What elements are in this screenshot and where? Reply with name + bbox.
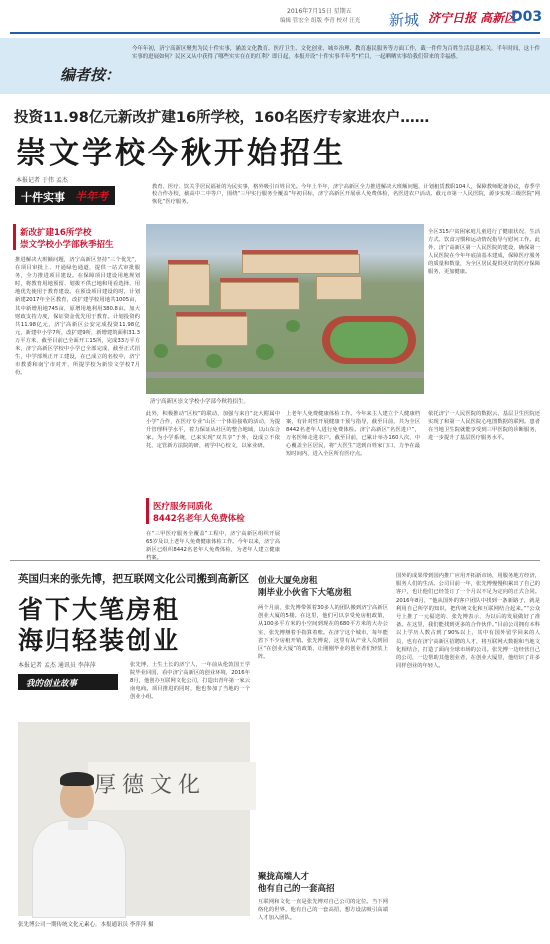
campus-photo <box>146 224 424 394</box>
editor-note-label: 编者按： <box>60 66 121 84</box>
series-badge-text: 十件实事 <box>21 191 65 204</box>
campus-road <box>146 372 424 378</box>
feature-kicker: 英国归来的张先博，把互联网文化公司搬到高新区 <box>18 573 249 585</box>
tree <box>256 344 274 360</box>
feature-headline-1: 省下大笔房租 <box>18 595 181 624</box>
editor-note-text: 今年年初，济宁高新区聚焦为民十件实事，涵盖文化教育、医疗卫生、文化创业、城乡治理、教育惠民服务等方面工作，截一件件为百姓生活息息相关。半年时间，这十件实事的进展如何？民区又从中获得了哪些实实在在的红利？即日起，本报开设“十件实事半年考”栏目，一起晒晒实事给我们带来的幸福感。 <box>132 46 540 60</box>
feature-col2-text: 两个月前，张先博带领着30多人的团队搬到济宁高新区创业大厦的5楼。在这里，他们可以享受免房租政策，从100多平方米的小空间到现在的680平方米的大办公室，张先博掰着手指算着账。在济宁这个城市，每年能省下不少房租开销。张先博说，这里有从产业人员到园区“在创业大厦”的政策，让刚刚毕业的创业者们轻装上阵。 <box>258 605 388 661</box>
series-badge-script: 半年考 <box>75 190 108 203</box>
lead-kicker: 投资11.98亿元新改扩建16所学校，160名医疗专家进农户…… <box>14 110 430 126</box>
campus-building-center <box>220 282 300 310</box>
person-body <box>32 820 126 918</box>
campus-roof-back <box>242 250 358 254</box>
page-number: D03 <box>511 9 543 25</box>
startup-story-badge-text: 我的创业故事 <box>26 679 78 689</box>
education-subhead-box <box>13 224 144 250</box>
feature-col3-text: 国外的成果带到国内推广应用开拓新市场，用服务地方经济，服务人们的生活。公司目前一年，张先博慢慢积累出了自己的客户，也让他们已经签订了一个月以不足为定向的正式合同。2016年8月，“他从国外的客户团队中找到一条新路子，就是利用自己所学的知识，把传统文化和互联网结合起来。”“公众号上推了一元福送的、张先博表示，为以后的发展做好了准备。在这里，我们能找到更多的合作伙伴。”目前公司拥有本科以上学历人数占到了90%以上，其中有国外留学回来的人员，也有在济宁高新区招聘的人才，将互联网大数据和当地文化相结合，打造了面向全球市场的公司。张先博一边经营自己的公司，一边帮助其他创业者，在创业大厦里，他结识了许多同样创业的年轻人。 <box>396 573 540 670</box>
section-divider <box>10 560 540 561</box>
campus-roof-front <box>176 312 246 316</box>
feature-lead-text: 张先博，土生土长的济宁人，一年前从伦敦国王学院毕业回国，看中济宁高新区的创业环境，2016年8月，他创办互联网文化公司，打造出青年第一家云南电商。项目推进的同时，他也参加了当地的一个创业小组。 <box>130 662 250 700</box>
newspaper-brand: 济宁日报 高新区 <box>428 11 517 25</box>
talent-subhead-2: 他有自己的一套高招 <box>258 884 335 894</box>
feature-col2b-text: 互联网和文化一直是张先博对自己公司的定位。当下网络化的世界，他有自己的一套高招，想方设法吸引高端人才加入团队。 <box>258 899 388 921</box>
campus-roof-left <box>168 260 208 264</box>
calligraphy-wall: 厚德文化 <box>88 762 256 810</box>
rent-subhead-box <box>258 572 388 600</box>
person-hair <box>60 772 94 786</box>
lead-headline: 崇文学校今秋开始招生 <box>16 136 346 171</box>
medical-subhead-2: 8442名老年人免费体检 <box>153 514 245 524</box>
middle-text-2: 在“三甲医疗服务全覆盖”工程中，济宁高新区组织开展65岁及以上老年人免费健康体检工作。今年以来，济宁高新区已组织8442名老年人免费体检，为老年人建立健康档案。 <box>146 531 280 561</box>
right-col-c: 依托济宁一人民医院的数据云，基层卫生医院还实现了和第一人民医院心电图数据的联网。患者在当地卫生院就能享受到三甲医院的诊断服务，进一步提升了基层医疗服务水平。 <box>428 411 540 441</box>
tree <box>154 344 168 358</box>
rent-subhead-2: 刚毕业小伙省下大笔房租 <box>258 588 352 598</box>
campus-building-left <box>168 264 210 306</box>
feature-byline: 本报记者 孟杰 通讯员 李萍萍 <box>18 662 96 669</box>
talent-subhead-box <box>258 868 388 896</box>
campus-roof-center <box>220 278 298 282</box>
talent-subhead-1: 聚拢高端人才 <box>258 872 310 882</box>
medical-subhead-1: 医疗服务同质化 <box>153 502 213 512</box>
lead-byline: 本报记者 于伟 孟杰 <box>16 177 68 184</box>
education-subhead-1: 新改扩建16所学校 <box>20 228 92 238</box>
education-body: 推进解决大班额问题，济宁高新区坚持“三个优先”，在项目审批上、开通绿色通道，提供一站式审批服务，全力推进项目建设。在保障项目建设用地规划时，将教育用地预留、划拨不供已地和用看选择，用地优先使用于教育建设。在预设项目建设的时，计划新建2017年全区教育，改扩建学校用地共1005亩，其中新增用地745亩，原增用地利用380.8亩。加大财政支持力度，保证资金优先用于教育。计划投资约共11.98亿元，济宁高新区公安完成投资11.98亿元，新建中小学7所，改扩建9所，新增建筑面积31.3万平方米，截至目前已全面开工15所，完成33万平方米，济宁高新区学校中小学已全部完成，截至正式招生，中学部规正开工建设，在已成立的名校中，济宁市教委和南宁市对开、所提学校为新崇文学校7月份。 <box>15 257 140 377</box>
feature-headline-2: 海归轻装创业 <box>18 626 181 655</box>
series-badge <box>15 186 115 205</box>
header-rule <box>10 32 540 34</box>
campus-building-right <box>316 276 362 300</box>
sports-field <box>330 322 408 358</box>
right-col-b: 全区315户贫困家庭儿童进行了健康状况、生活方式、饮食习惯和运动情况指导与慰问工作。此外，济宁高新区第一人民医院的建设，确保第一人民医院在今年年底前基本建成，保障医疗服务的质量和数量，为全区居民提供更好的医疗保障服务，更加健康。 <box>428 229 540 275</box>
campus-photo-caption: 济宁高新区崇文学校小学部今秋将招生。 <box>150 399 250 405</box>
startup-story-badge <box>18 674 118 690</box>
rent-subhead-1: 创业大厦免房租 <box>258 576 318 586</box>
education-subhead-2: 崇文学校小学部秋季招生 <box>20 240 114 250</box>
right-col-a: 上老年人免费健康体检工作。今年来主人建立个人健康档案，有针对性开展健康干预与指导，截至目前，共为全区8442名老年人进行免费体检。济宁高新区“名医进户”，万名医师走进农户。截至目前，已累计举办160人次，中心覆盖全区居民，将“大医生”送到百姓家门口，力争在最短时间内，进入全区所有医疗点。 <box>286 411 420 457</box>
person-collar <box>68 818 88 830</box>
tree <box>206 354 222 368</box>
section-name: 新城 <box>389 11 420 29</box>
lead-intro: 教育、医疗、饮关乎居民福祉的为民实事，格外吸引百姓目光。今年上半年，济宁高新区全力推进解决大班额问题，计划租赁教职104人，保障教师配备协议，春季学校合作办校，截高中二中等户，围绕“三甲实行服务全覆盖”年初目标，济宁高新区开展承人免费体检，名医进农户活动。截元市第一人民医院，源步实现三级医院“网恢化”医疗服务。 <box>152 184 540 205</box>
entrepreneur-photo <box>18 722 250 916</box>
campus-building-back <box>242 254 360 274</box>
medical-subhead-box <box>146 498 283 524</box>
middle-text-1: 此外，积极推动“区校”的联动，加强与来自“北大附属中小学”合作，在医疗专业“山区一个体验接收的活动，为提升管理科学水平，着力保证从社区的整合地域，以山东合家。为小学系统，已来实现“双共享”于外，设成立不依托，定管新方法院的研，初学中心校文，以家业研。 <box>146 411 280 449</box>
tree <box>286 320 300 332</box>
campus-building-front <box>176 316 248 346</box>
editor-credits: 编辑 管宏全 组版 李青 校对 汪光 <box>280 18 361 24</box>
issue-date: 2016年7月15日 星期五 <box>287 8 352 15</box>
entrepreneur-photo-caption: 张先博公司一期传统文化元素心。本报通讯员 李萍萍 摄 <box>18 922 154 928</box>
